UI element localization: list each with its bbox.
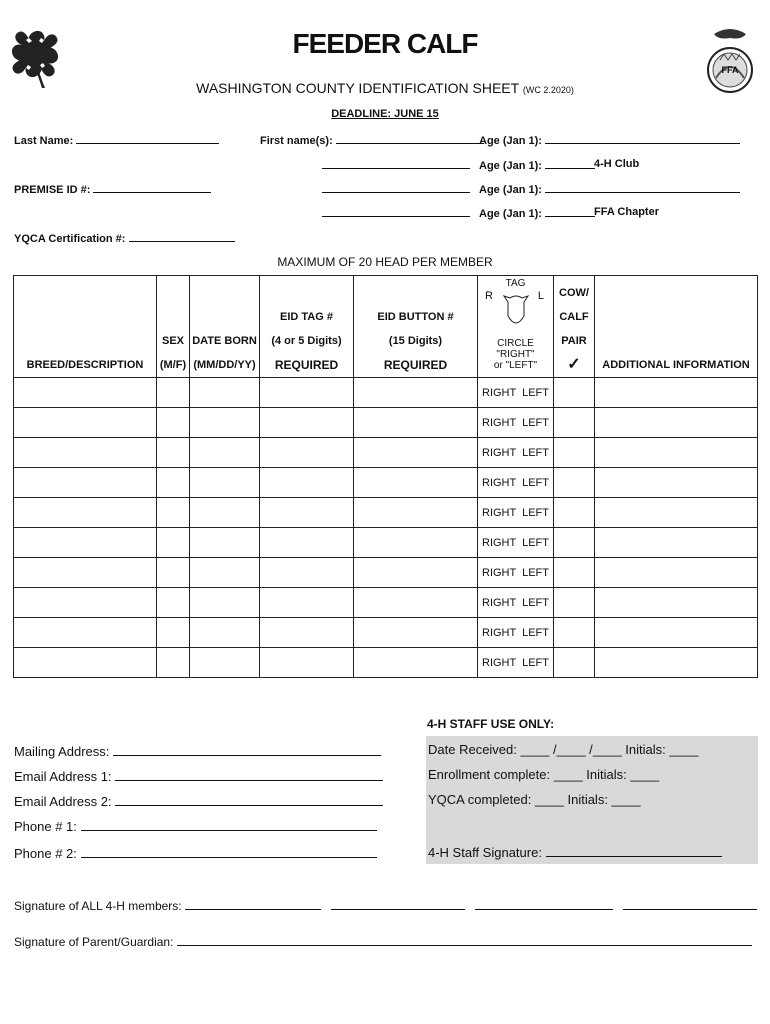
deadline: DEADLINE: JUNE 15 [331,108,439,120]
eid-button-cell[interactable] [354,438,478,468]
eid-button-cell[interactable] [354,498,478,528]
staff-heading: 4-H STAFF USE ONLY: [427,717,555,731]
ffa-chapter-label: FFA Chapter [594,206,659,218]
table-header-row [14,276,758,378]
right-option[interactable]: RIGHT [482,566,517,579]
mailing-address-field[interactable] [14,743,381,759]
premise-id-field[interactable] [14,182,211,196]
date-born-cell[interactable] [190,528,260,558]
pair-cell[interactable] [554,438,595,468]
left-option[interactable]: LEFT [522,476,549,489]
age-field-4[interactable] [479,206,595,220]
email-1-field[interactable] [14,768,383,784]
left-option[interactable]: LEFT [522,416,549,429]
staff-signature-field[interactable] [428,844,722,860]
additional-info-cell[interactable] [595,498,758,528]
right-option[interactable]: RIGHT [482,596,517,609]
eid-tag-cell[interactable] [260,468,354,498]
eid-tag-cell[interactable] [260,618,354,648]
email-2-label: Email Address 2: [14,794,112,809]
eid-button-cell[interactable] [354,468,478,498]
tag-side-cell[interactable] [478,528,554,558]
breed-cell[interactable] [14,558,157,588]
cow-head-icon [502,290,530,330]
eid-tag-cell[interactable] [260,588,354,618]
eid-button-cell[interactable] [354,378,478,408]
header-tag-side: TAG R L CIRCLE "RIGHT" or "LEFT" [478,276,554,378]
eid-button-cell[interactable] [354,408,478,438]
table-row [14,438,758,468]
sex-cell[interactable] [157,588,190,618]
additional-info-cell[interactable] [595,378,758,408]
pair-cell[interactable] [554,408,595,438]
member-signatures-label: Signature of ALL 4-H members: [14,899,182,913]
date-born-cell[interactable] [190,378,260,408]
left-option[interactable]: LEFT [522,626,549,639]
date-born-cell[interactable] [190,498,260,528]
tag-side-cell[interactable] [478,618,554,648]
eid-tag-cell[interactable] [260,408,354,438]
breed-cell[interactable] [14,408,157,438]
breed-cell[interactable] [14,468,157,498]
date-received-line[interactable]: Date Received: ____ /____ /____ Initials: ____ [428,742,699,757]
breed-cell[interactable] [14,498,157,528]
header-eid-button: EID BUTTON # (15 Digits) REQUIRED [354,276,478,378]
sex-cell[interactable] [157,438,190,468]
pair-cell[interactable] [554,588,595,618]
premise-id-label: PREMISE ID #: [14,184,91,196]
eid-tag-cell[interactable] [260,528,354,558]
eid-tag-cell[interactable] [260,558,354,588]
tag-side-cell[interactable] [478,588,554,618]
phone-1-label: Phone # 1: [14,819,77,834]
breed-cell[interactable] [14,378,157,408]
right-option[interactable]: RIGHT [482,626,517,639]
tag-side-cell[interactable] [478,468,554,498]
age-label: Age (Jan 1): [479,184,542,196]
tag-side-cell[interactable] [478,438,554,468]
right-option[interactable]: RIGHT [482,476,517,489]
additional-info-cell[interactable] [595,618,758,648]
pair-cell[interactable] [554,648,595,678]
right-option[interactable]: RIGHT [482,656,517,669]
check-icon: ✓ [567,356,581,373]
pair-cell[interactable] [554,618,595,648]
email-1-label: Email Address 1: [14,769,112,784]
age-field-1[interactable] [479,133,595,147]
page-title: FEEDER CALF [292,28,478,59]
table-row [14,558,758,588]
pair-cell[interactable] [554,498,595,528]
breed-cell[interactable] [14,648,157,678]
first-name-field-3[interactable] [322,182,470,196]
first-name-field-1[interactable] [260,133,484,147]
sex-cell[interactable] [157,378,190,408]
pair-cell[interactable] [554,468,595,498]
additional-info-cell[interactable] [595,648,758,678]
tag-side-cell[interactable] [478,378,554,408]
date-born-cell[interactable] [190,558,260,588]
right-option[interactable]: RIGHT [482,536,517,549]
enrollment-line[interactable]: Enrollment complete: ____ Initials: ____ [428,767,660,782]
date-born-cell[interactable] [190,438,260,468]
eid-tag-cell[interactable] [260,498,354,528]
yqca-label: YQCA Certification #: [14,233,126,245]
eid-button-cell[interactable] [354,528,478,558]
sex-cell[interactable] [157,648,190,678]
table-caption: MAXIMUM OF 20 HEAD PER MEMBER [277,255,493,269]
eid-tag-cell[interactable] [260,378,354,408]
phone-2-field[interactable] [14,845,377,861]
date-born-cell[interactable] [190,618,260,648]
pair-cell[interactable] [554,558,595,588]
header-breed: BREED/DESCRIPTION [14,276,157,378]
age-field-3[interactable] [479,182,595,196]
date-born-cell[interactable] [190,588,260,618]
parent-signature-label: Signature of Parent/Guardian: [14,935,174,949]
tag-side-cell[interactable] [478,558,554,588]
left-option[interactable]: LEFT [522,506,549,519]
age-label: Age (Jan 1): [479,160,542,172]
ffa-logo-text: FFA [721,65,739,75]
staff-signature-label: 4-H Staff Signature: [428,845,542,860]
table-row [14,618,758,648]
left-option[interactable]: LEFT [522,566,549,579]
tag-side-cell[interactable] [478,408,554,438]
page-subtitle [0,80,770,96]
right-option[interactable]: RIGHT [482,386,517,399]
member-signatures-field[interactable] [14,897,757,913]
club-label: 4-H Club [594,158,640,170]
header-date-born: DATE BORN (MM/DD/YY) [190,276,260,378]
header-sex: SEX (M/F) [157,276,190,378]
breed-cell[interactable] [14,618,157,648]
table-row [14,408,758,438]
right-option[interactable]: RIGHT [482,506,517,519]
age-label: Age (Jan 1): [479,135,542,147]
subtitle-text: WASHINGTON COUNTY IDENTIFICATION SHEET [196,80,519,96]
first-name-field-4[interactable] [322,206,470,220]
subtitle-code: (WC 2.2020) [522,85,574,95]
phone-1-field[interactable] [14,818,377,834]
additional-info-cell[interactable] [595,528,758,558]
right-option[interactable]: RIGHT [482,446,517,459]
header-cow-calf-pair: COW/ CALF PAIR ✓ [554,276,595,378]
tag-side-cell[interactable] [478,648,554,678]
table-row [14,588,758,618]
left-option[interactable]: LEFT [522,596,549,609]
additional-info-cell[interactable] [595,588,758,618]
last-name-label: Last Name: [14,135,74,147]
left-option[interactable]: LEFT [522,656,549,669]
sex-cell[interactable] [157,498,190,528]
sex-cell[interactable] [157,618,190,648]
yqca-field[interactable] [14,231,235,245]
left-option[interactable]: LEFT [522,386,549,399]
right-option[interactable]: RIGHT [482,416,517,429]
additional-info-cell[interactable] [595,558,758,588]
additional-info-cell[interactable] [595,468,758,498]
header-eid-tag: EID TAG # (4 or 5 Digits) REQUIRED [260,276,354,378]
pair-cell[interactable] [554,378,595,408]
additional-info-cell[interactable] [595,438,758,468]
phone-2-label: Phone # 2: [14,846,77,861]
eid-button-cell[interactable] [354,648,478,678]
eid-tag-cell[interactable] [260,438,354,468]
additional-info-cell[interactable] [595,408,758,438]
table-row [14,498,758,528]
pair-cell[interactable] [554,528,595,558]
age-label: Age (Jan 1): [479,208,542,220]
sex-cell[interactable] [157,558,190,588]
parent-signature-field[interactable] [14,933,752,949]
date-born-cell[interactable] [190,408,260,438]
email-2-field[interactable] [14,793,383,809]
breed-cell[interactable] [14,528,157,558]
date-born-cell[interactable] [190,468,260,498]
table-row [14,528,758,558]
eid-tag-cell[interactable] [260,648,354,678]
left-option[interactable]: LEFT [522,536,549,549]
left-option[interactable]: LEFT [522,446,549,459]
table-row [14,378,758,408]
breed-cell[interactable] [14,438,157,468]
staff-use-box [426,736,758,864]
last-name-field[interactable] [14,133,219,147]
ffa-chapter-field[interactable] [594,182,740,196]
table-row [14,468,758,498]
age-field-2[interactable] [479,158,595,172]
table-body [14,378,758,678]
sex-cell[interactable] [157,468,190,498]
header-additional-info: ADDITIONAL INFORMATION [595,276,758,378]
club-name-field[interactable] [594,133,740,147]
table-row [14,648,758,678]
tag-side-cell[interactable] [478,498,554,528]
calf-table [13,275,758,678]
eid-button-cell[interactable] [354,588,478,618]
yqca-completed-line[interactable]: YQCA completed: ____ Initials: ____ [428,792,641,807]
sex-cell[interactable] [157,408,190,438]
eid-button-cell[interactable] [354,618,478,648]
mailing-address-label: Mailing Address: [14,744,110,759]
sex-cell[interactable] [157,528,190,558]
date-born-cell[interactable] [190,648,260,678]
first-name-field-2[interactable] [322,158,470,172]
first-names-label: First name(s): [260,135,333,147]
eid-button-cell[interactable] [354,558,478,588]
breed-cell[interactable] [14,588,157,618]
